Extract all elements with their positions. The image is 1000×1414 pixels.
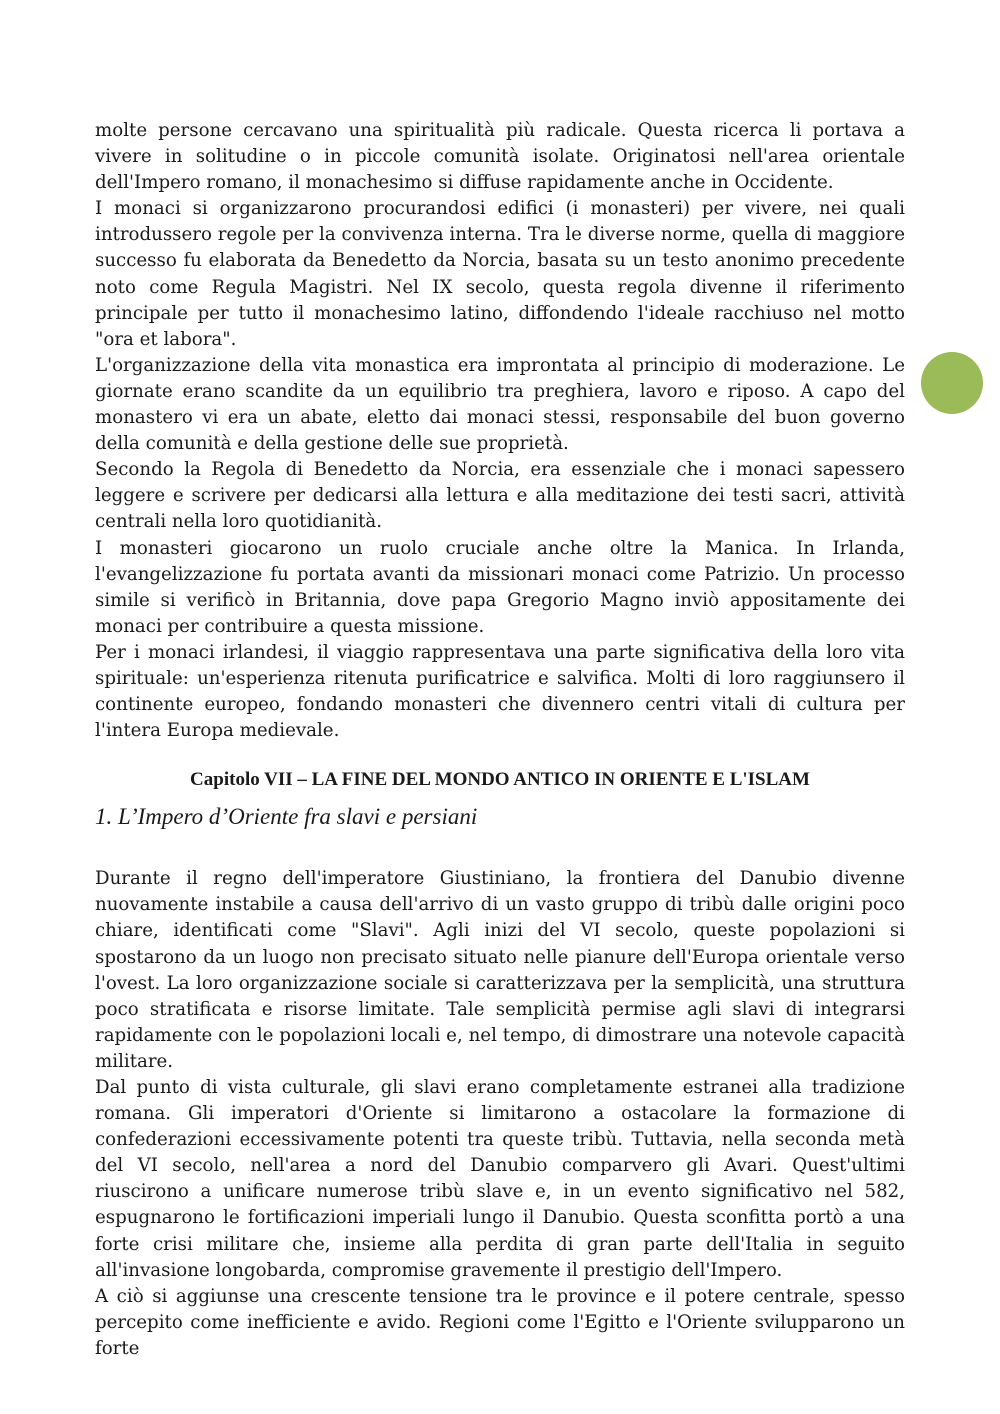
chapter-title: Capitolo VII – LA FINE DEL MONDO ANTICO IN ORIENTE E L'ISLAM xyxy=(190,769,810,791)
paragraph: molte persone cercavano una spiritualità più radicale. Questa ricerca li portava a vivere in solitudine o in piccole comunità isolate. Originatosi nell'area orientale dell'Impero romano, il monachesimo si diffuse rapidamente anche in Occidente. xyxy=(95,120,905,194)
section-title: 1. L’Impero d’Oriente fra slavi e persiani xyxy=(95,804,478,830)
paragraph: I monaci si organizzarono procurandosi edifici (i monasteri) per vivere, nei quali introdussero regole per la convivenza interna. Tra le diverse norme, quella di maggiore successo fu elaborata da Benedetto da Norcia, basata su un testo anonimo precedente noto come Regula Magistri. Nel IX secolo, questa regola divenne il riferimento principale per tutto il monachesimo latino, diffondendo l'ideale racchiuso nel motto "ora et labora". xyxy=(95,198,905,350)
paragraph: L'organizzazione della vita monastica era improntata al principio di moderazione. Le giornate erano scandite da un equilibrio tra preghiera, lavoro e riposo. A capo del monastero vi era un abate, eletto dai monaci stessi, responsabile del buon governo della comunità e della gestione delle sue proprietà. xyxy=(95,354,905,455)
paragraph: Durante il regno dell'imperatore Giustiniano, la frontiera del Danubio divenne nuovamente instabile a causa dell'arrivo di un vasto gruppo di tribù dalle origini poco chiare, identificati come "Slavi". Agli inizi del VI secolo, queste popolazioni si spostarono da un luogo non precisato situato nelle pianure dell'Europa orientale verso l'ovest. La loro organizzazione sociale si caratterizzava per la semplicità, una struttura poco stratificata e risorse limitate. Tale semplicità permise agli slavi di integrarsi rapidamente con le popolazioni locali e, nel tempo, di dimostrare una notevole capacità militare. xyxy=(95,868,905,1072)
paragraph: Dal punto di vista culturale, gli slavi erano completamente estranei alla tradizione romana. Gli imperatori d'Oriente si limitarono a ostacolare la formazione di confederazioni eccessivamente potenti tra queste tribù. Tuttavia, nella seconda metà del VI secolo, nell'area a nord del Danubio comparvero gli Avari. Quest'ultimi riuscirono a unificare numerose tribù slave e, in un evento significativo nel 582, espugnarono le fortificazioni imperiali lungo il Danubio. Questa sconfitta portò a una forte crisi militare che, insieme alla perdita di gran parte dell'Italia in seguito all'invasione longobarda, compromise gravemente il prestigio dell'Impero. xyxy=(95,1077,905,1281)
paragraph: I monasteri giocarono un ruolo cruciale anche oltre la Manica. In Irlanda, l'evangelizzazione fu portata avanti da missionari monaci come Patrizio. Un processo simile si verificò in Britannia, dove papa Gregorio Magno inviò appositamente dei monaci per contribuire a questa missione. xyxy=(95,537,905,637)
paragraph: A ciò si aggiunse una crescente tensione tra le province e il potere centrale, spesso percepito come inefficiente e avido. Regioni come l'Egitto e l'Oriente svilupparono un forte xyxy=(95,1285,905,1359)
paragraph: Secondo la Regola di Benedetto da Norcia, era essenziale che i monaci sapessero leggere e scrivere per dedicarsi alla lettura e alla meditazione dei testi sacri, attività centrali nella loro quotidianità. xyxy=(95,459,905,533)
document-page xyxy=(95,118,905,1362)
green-circle-marker xyxy=(921,352,983,414)
paragraph: Per i monaci irlandesi, il viaggio rappresentava una parte significativa della loro vita spirituale: un'esperienza ritenuta purificatrice e salvifica. Molti di loro raggiunsero il continente europeo, fondando monasteri che divennero centri vitali di cultura per l'intera Europa medievale. xyxy=(95,641,905,742)
